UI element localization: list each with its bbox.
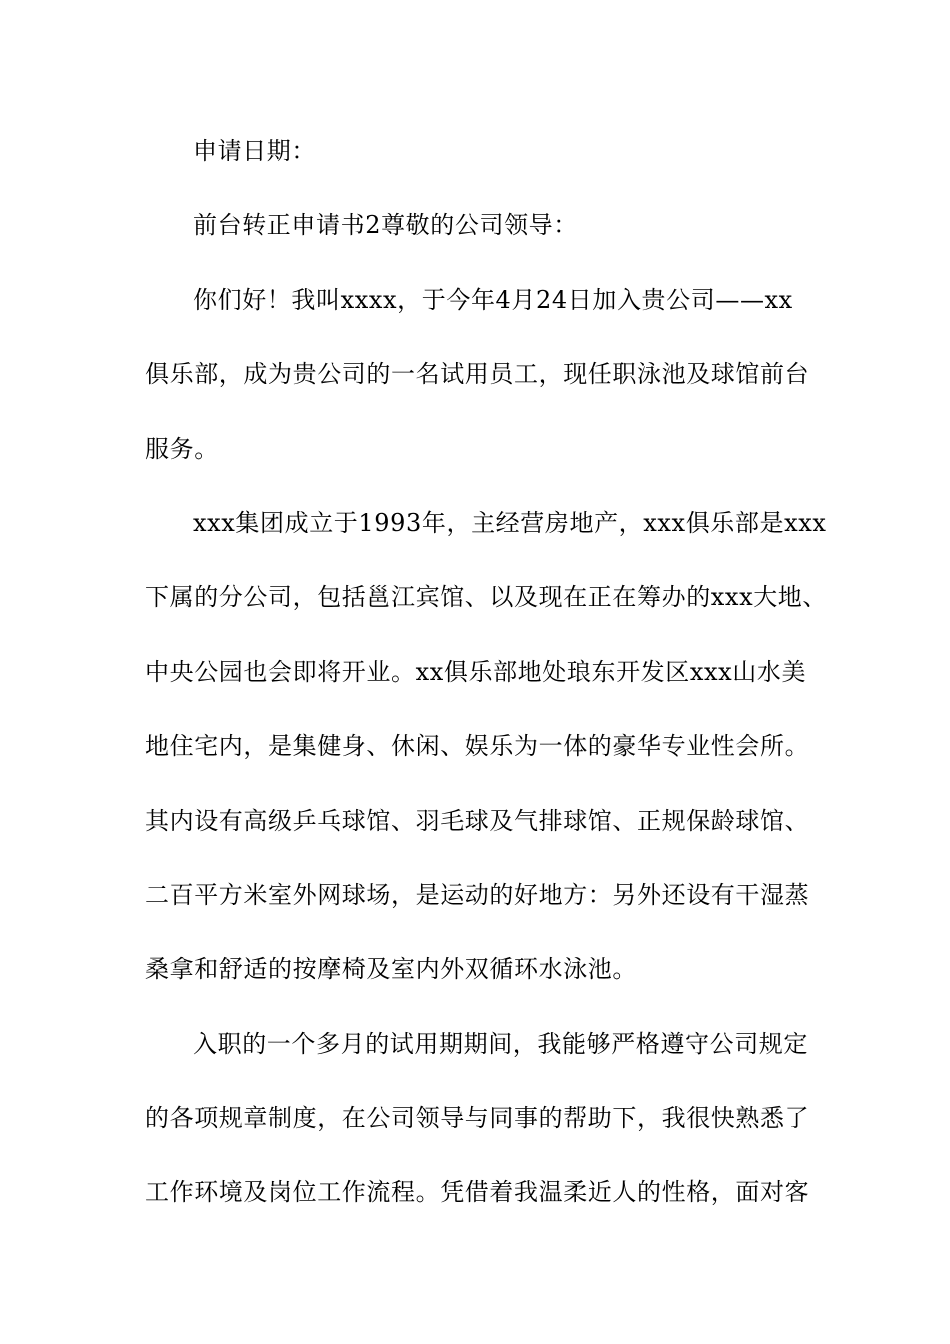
paragraph-1-line-1: 你们好！我叫xxxx，于今年4月24日加入贵公司——xx [193,285,793,314]
paragraph-3-line-1: 入职的一个多月的试用期期间，我能够严格遵守公司规定 [193,1029,808,1058]
paragraph-2-line-7: 桑拿和舒适的按摩椅及室内外双循环水泳池。 [145,955,637,984]
paragraph-2-line-1: xxx集团成立于1993年，主经营房地产，xxx俱乐部是xxx [193,508,827,537]
salutation-line: 前台转正申请书2尊敬的公司领导： [193,211,578,240]
paragraph-3-line-3: 工作环境及岗位工作流程。凭借着我温柔近人的性格，面对客 [145,1178,810,1207]
paragraph-2-line-5: 其内设有高级乒乓球馆、羽毛球及气排球馆、正规保龄球馆、 [145,806,810,835]
paragraph-2-line-2: 下属的分公司，包括邕江宾馆、以及现在正在筹办的xxx大地、 [145,583,828,612]
paragraph-2-line-6: 二百平方米室外网球场，是运动的好地方：另外还设有干湿蒸 [145,880,810,909]
paragraph-2-line-3: 中央公园也会即将开业。xx俱乐部地处琅东开发区xxx山水美 [145,657,807,686]
application-date-line: 申请日期： [193,137,316,165]
paragraph-3-line-2: 的各项规章制度，在公司领导与同事的帮助下，我很快熟悉了 [145,1104,810,1133]
paragraph-1-line-2: 俱乐部，成为贵公司的一名试用员工，现任职泳池及球馆前台 [145,360,810,389]
paragraph-1-line-3: 服务。 [145,434,219,463]
paragraph-2-line-4: 地住宅内，是集健身、休闲、娱乐为一体的豪华专业性会所。 [145,732,810,761]
document-body [145,128,828,1244]
